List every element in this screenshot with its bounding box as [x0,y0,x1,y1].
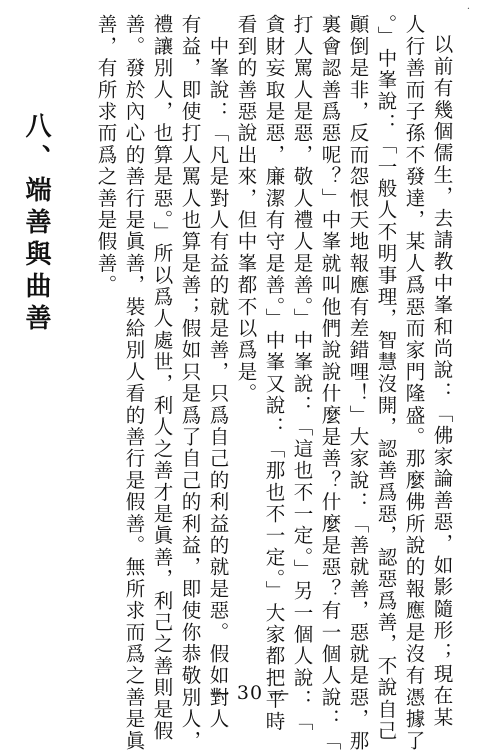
corner-mark: · [466,4,470,15]
text-column-6: 打人罵人是惡，敬人禮人是善。」中峯說：「這也不一定。」另一個人說：「 [290,14,314,733]
text-column-2: 人行善而子孫不發達，某人爲惡而家門隆盛。那麼佛所說的報應是沒有憑據了 [402,14,426,752]
text-column-5: 裏會認善爲惡呢？」中峯就叫他們說說什麼是善？什麼是惡？有一個人說：「 [318,14,342,752]
text-column-11: 禮讓別人，也算是惡。」所以爲人處世，利人之善才是眞善，利己之善則是假 [150,14,174,743]
text-column-8: 看到的善惡說出來，但中峯都不以爲是。 [234,14,258,405]
text-column-4: 顚倒是非，反而怨恨天地報應有差錯哩！」大家說：「善就善，惡就是惡，那 [346,14,370,752]
text-column-10: 有益，即使打人罵人也算是善；假如只是爲了自己的利益，即使你恭敬別人， [178,14,202,752]
text-column-13: 善，有所求而爲之善是假善。 [94,14,118,297]
text-column-1: 以前有幾個儒生，去請教中峯和尚說：「佛家論善惡，如影隨形；現在某 [430,34,454,729]
page-number: — 30 — [209,682,291,704]
text-column-9: 中峯說：「凡是對人有益的就是善，只爲自己的利益的就是惡。假如對人 [206,14,230,731]
text-column-12: 善。發於內心的善行是眞善，裝給別人看的善行是假善。無所求而爲之善是眞 [122,14,146,752]
text-column-7: 貪財妄取是惡，廉潔有守是善。」中峯又說：「那也不一定。」大家都把平時 [262,14,286,733]
text-column-3: 。」中峯說：「一般人不明事理，智慧沒開，認善爲惡，認惡爲善，不說自己 [374,14,398,743]
chapter-title: 八、端善與曲善 [21,112,51,336]
